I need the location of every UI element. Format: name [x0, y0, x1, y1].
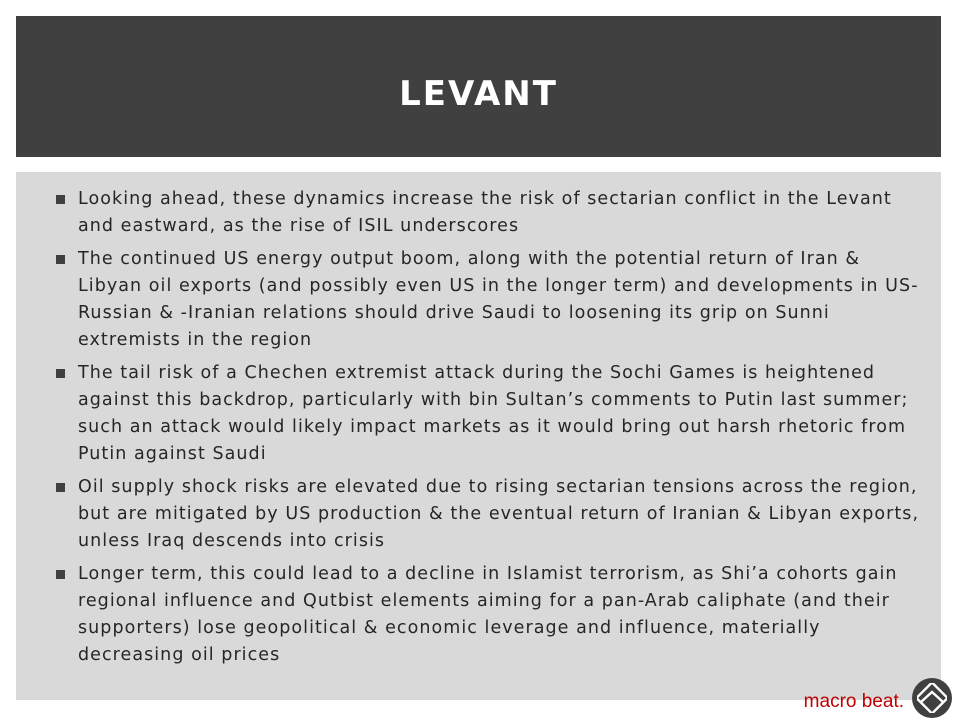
square-bullet-icon	[56, 570, 65, 579]
slide-title: LEVANT	[399, 73, 558, 114]
bullet-text: The tail risk of a Chechen extremist attack during the Sochi Games is heightened against this backdrop, particularly with bin Sultan’s comments to Putin last summer; such an attack would likely impact markets as it would bring out harsh rhetoric from Putin against Saudi	[78, 363, 909, 464]
bullet-item	[68, 186, 928, 240]
bullet-item	[68, 360, 928, 468]
bullet-item	[68, 474, 928, 555]
square-bullet-icon	[56, 195, 65, 204]
square-bullet-icon	[56, 483, 65, 492]
bullet-text: Oil supply shock risks are elevated due to rising sectarian tensions across the region, but are mitigated by US production & the eventual return of Iranian & Libyan exports, unless Iraq descends into crisis	[78, 477, 920, 551]
macro-beat-logo-icon	[912, 678, 952, 718]
brand-name: macro beat.	[803, 691, 904, 712]
bullet-item	[68, 561, 928, 669]
bullet-text: Looking ahead, these dynamics increase the risk of sectarian conflict in the Levant and eastward, as the rise of ISIL underscores	[78, 189, 892, 236]
bullet-text: Longer term, this could lead to a decline in Islamist terrorism, as Shi’a cohorts gain regional influence and Qutbist elements aiming for a pan-Arab caliphate (and their supporters) lose geopolitical & economic leverage and influence, materially decreasing oil prices	[78, 564, 898, 665]
bullet-text: The continued US energy output boom, along with the potential return of Iran & Libyan oil exports (and possibly even US in the longer term) and developments in US-Russian & -Iranian relations should drive Saudi to loosening its grip on Sunni extremists in the region	[78, 249, 919, 350]
title-bar	[16, 16, 941, 157]
bullet-item	[68, 246, 928, 354]
square-bullet-icon	[56, 255, 65, 264]
brand	[804, 678, 952, 718]
bullet-list	[16, 172, 928, 669]
square-bullet-icon	[56, 369, 65, 378]
content-panel	[16, 172, 941, 700]
